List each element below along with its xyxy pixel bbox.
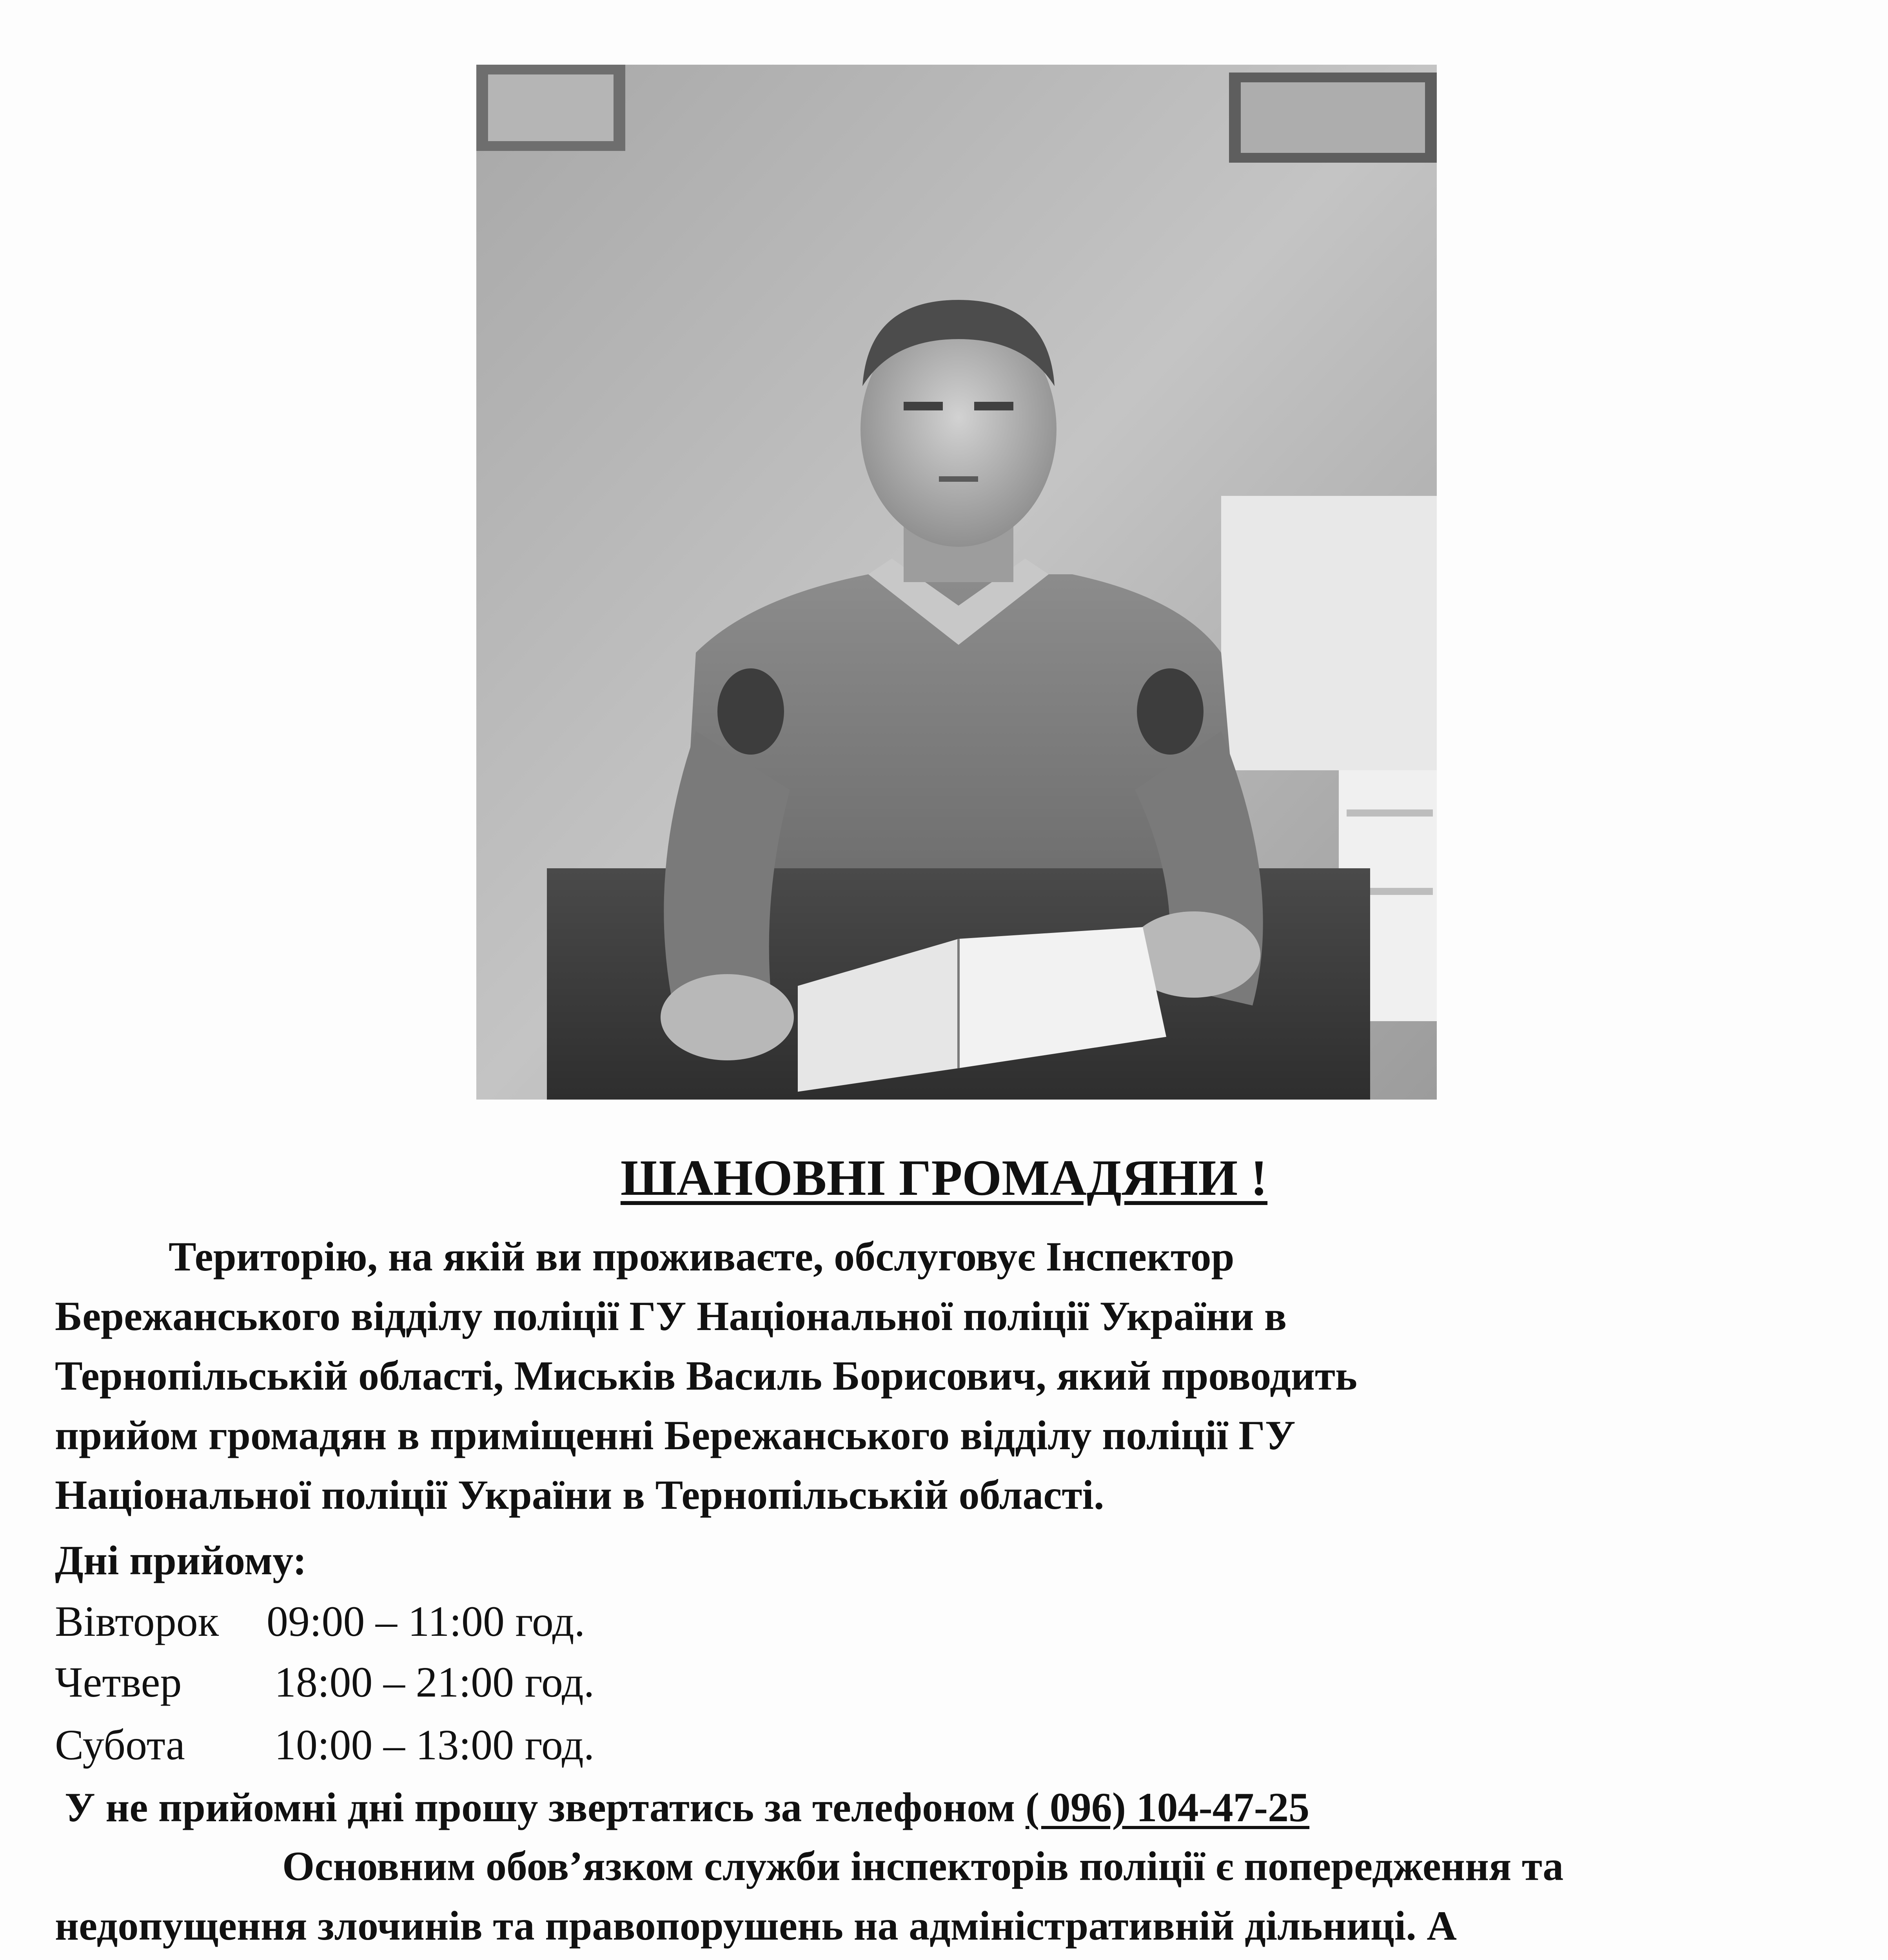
intro-line: Бережанського відділу поліції ГУ Національної поліції України в [55,1293,1287,1339]
page-title [0,1150,1888,1206]
schedule-row-thursday [55,1652,594,1712]
intro-line: Територію, на якій ви проживаєте, обслуговує Інспектор [169,1234,1234,1279]
schedule-hours: 18:00 – 21:00 год. [274,1658,595,1706]
duty-paragraph [55,1837,1835,1960]
schedule-day: Четвер [55,1658,182,1706]
schedule-row-saturday [55,1715,594,1775]
intro-paragraph [55,1227,1835,1525]
schedule-day: Вівторок [55,1597,219,1645]
phone-note-text: У не прийомні дні прошу звертатись за телефоном [65,1784,1026,1830]
phone-note [65,1778,1309,1837]
duty-line: недопущення злочинів та правопорушень на адміністративній дільниці. А [55,1903,1457,1949]
page-title-text: ШАНОВНІ ГРОМАДЯНИ ! [620,1150,1268,1206]
schedule-day: Субота [55,1721,185,1769]
officer-photo [476,65,1437,1100]
schedule-hours: 10:00 – 13:00 год. [274,1721,595,1769]
duty-line: Основним обов’язком служби інспекторів поліції є попередження та [282,1843,1564,1889]
schedule-hours: 09:00 – 11:00 год. [267,1597,585,1645]
schedule-row-tuesday [55,1592,585,1651]
phone-number: ( 096) 104-47-25 [1025,1784,1310,1830]
intro-line: Національної поліції України в Тернопільській області. [55,1472,1104,1518]
intro-line: Тернопільській області, Миськів Василь Борисович, який проводить [55,1353,1358,1399]
intro-line: прийом громадян в приміщенні Бережанського відділу поліції ГУ [55,1412,1296,1458]
duty-line [55,1956,1835,1960]
reception-days-label: Дні прийому: [55,1537,307,1583]
